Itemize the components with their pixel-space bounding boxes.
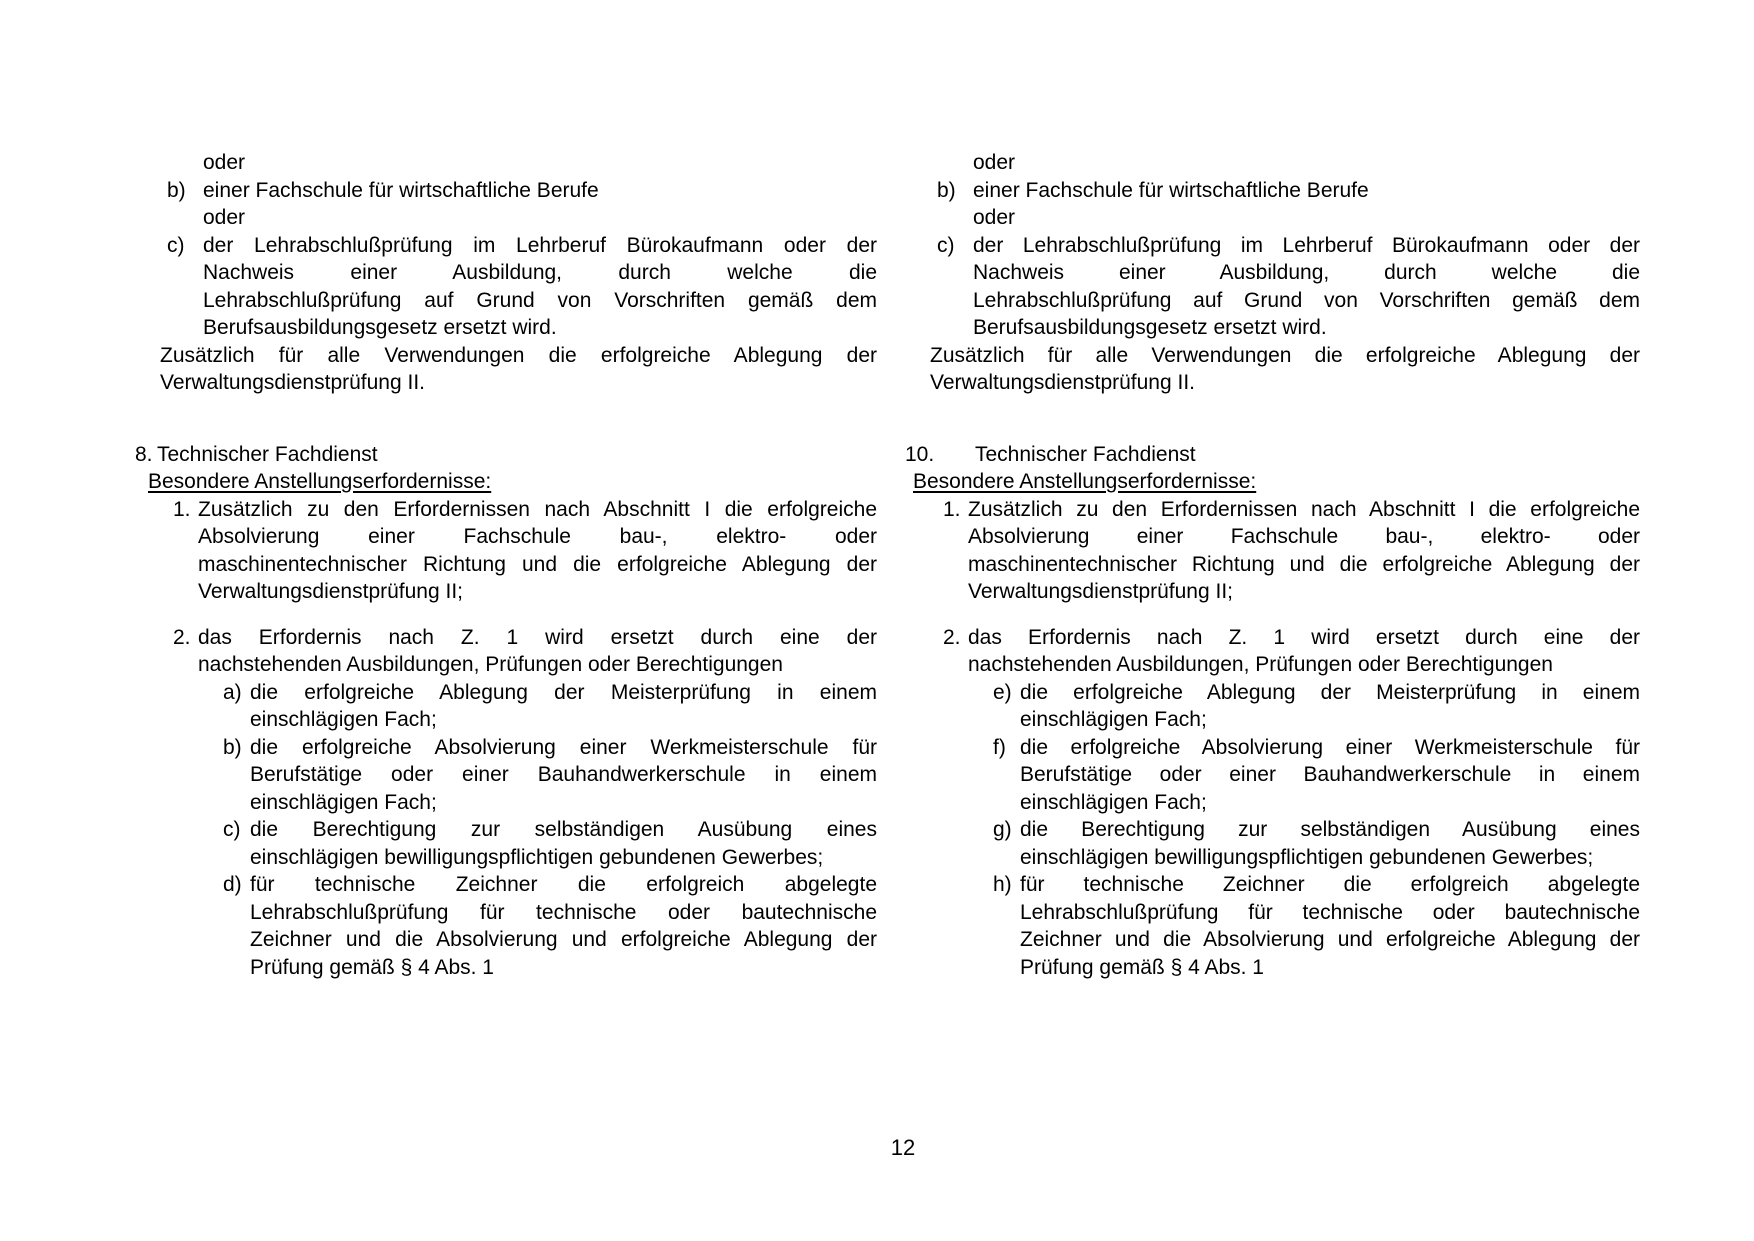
paragraph-a [223,679,877,734]
list-label: g) [993,818,1012,841]
list-label: h) [993,873,1012,896]
paragraph-cont [973,204,1640,232]
list-label: f) [993,735,1006,759]
text-line: einer Fachschule für wirtschaftliche Berufe [973,178,1369,202]
text-line: der Lehrabschlußprüfung im Lehrberuf Bürokaufmann oder der [973,233,1640,257]
text-line: oder [203,206,246,229]
text-line: einschlägigen Fach; [1020,790,1207,814]
text-line: nachstehenden Ausbildungen, Prüfungen oder Berechtigungen [198,653,783,676]
text-line: Prüfung gemäß § 4 Abs. 1 [250,955,494,979]
text-line: oder [973,151,1016,174]
right-column [905,149,1640,981]
list-label: a) [223,680,242,704]
paragraph-b [223,734,877,817]
paragraph-underline [913,468,1640,496]
paragraph-underline [148,468,877,496]
text-line: Zusätzlich für alle Verwendungen die erfolgreiche Ablegung der [930,343,1640,367]
text-line: Berufstätige oder einer Bauhandwerkerschule in einem [1020,763,1640,786]
paragraph-c [167,232,877,342]
text-line: Zeichner und die Absolvierung und erfolgreiche Ablegung der [250,928,877,951]
text-line: Zusätzlich zu den Erfordernissen nach Abschnitt I die erfolgreiche [968,497,1640,521]
text-line: oder [203,151,246,174]
paragraph-2 [173,624,877,679]
paragraph-cont [203,204,877,232]
text-line: die erfolgreiche Absolvierung einer Werkmeisterschule für [250,735,877,759]
text-line: einer Fachschule für wirtschaftliche Berufe [203,178,599,202]
list-label: 10. [905,442,935,466]
text-line: Lehrabschlußprüfung auf Grund von Vorschriften gemäß dem [203,288,877,312]
paragraph-plain [160,342,877,397]
text-line: Technischer Fachdienst [157,442,378,466]
list-label: c) [223,818,241,841]
text-line: für technische Zeichner die erfolgreich abgelegte [1020,873,1640,896]
text-line: Absolvierung einer Fachschule bau-, elektro- oder [968,525,1640,548]
text-line: Besondere Anstellungserfordernisse: [148,470,492,493]
text-line: Zusätzlich zu den Erfordernissen nach Abschnitt I die erfolgreiche [198,497,877,521]
paragraph-cont [973,149,1640,177]
text-line: Prüfung gemäß § 4 Abs. 1 [1020,955,1264,979]
paragraph-2 [943,624,1640,679]
paragraph-10 [905,441,1640,469]
text-line: Besondere Anstellungserfordernisse: [913,470,1257,493]
list-label: 1. [943,497,961,521]
text-line: Nachweis einer Ausbildung, durch welche die [973,261,1640,284]
text-line: Verwaltungsdienstprüfung II. [160,371,426,394]
paragraph-c [937,232,1640,342]
text-line: Berufstätige oder einer Bauhandwerkerschule in einem [250,763,877,786]
text-line: die erfolgreiche Ablegung der Meisterprüfung in einem [1020,680,1640,704]
paragraph-f [993,734,1640,817]
text-line: einschlägigen Fach; [250,790,437,814]
text-line: Berufsausbildungsgesetz ersetzt wird. [203,316,557,339]
list-label: 8. [135,442,153,466]
text-line: maschinentechnischer Richtung und die erfolgreiche Ablegung der [968,552,1640,576]
paragraph-1 [943,496,1640,606]
paragraph-h [993,871,1640,981]
text-line: Technischer Fachdienst [975,442,1196,466]
paragraph-plain [930,342,1640,397]
text-line: Zusätzlich für alle Verwendungen die erfolgreiche Ablegung der [160,343,877,367]
text-line: Zeichner und die Absolvierung und erfolgreiche Ablegung der [1020,928,1640,951]
text-line: Nachweis einer Ausbildung, durch welche die [203,261,877,284]
text-line: Berufsausbildungsgesetz ersetzt wird. [973,316,1327,339]
text-line: die erfolgreiche Absolvierung einer Werkmeisterschule für [1020,735,1640,759]
paragraph-e [993,679,1640,734]
list-label: b) [223,735,242,759]
text-line: die erfolgreiche Ablegung der Meisterprüfung in einem [250,680,877,704]
list-label: b) [167,178,186,202]
list-label: b) [937,178,956,202]
paragraph-8 [135,441,877,469]
paragraph-d [223,871,877,981]
paragraph-c [223,816,877,871]
list-label: e) [993,680,1012,704]
text-line: Verwaltungsdienstprüfung II; [198,580,464,603]
paragraph-g [993,816,1640,871]
paragraph-1 [173,496,877,606]
text-line: für technische Zeichner die erfolgreich abgelegte [250,873,877,896]
text-line: Lehrabschlußprüfung für technische oder bautechnische [250,900,877,924]
paragraph-b [167,177,877,205]
text-line: einschlägigen Fach; [250,708,437,731]
paragraph-cont [203,149,877,177]
list-label: 2. [943,625,961,649]
text-line: einschlägigen Fach; [1020,708,1207,731]
text-line: maschinentechnischer Richtung und die erfolgreiche Ablegung der [198,552,877,576]
left-column [135,149,877,981]
list-label: d) [223,873,242,896]
text-line: das Erfordernis nach Z. 1 wird ersetzt durch eine der [198,625,877,649]
text-line: die Berechtigung zur selbständigen Ausübung eines [250,818,877,841]
list-label: 2. [173,625,191,649]
text-line: oder [973,206,1016,229]
list-label: c) [167,233,185,257]
text-line: Verwaltungsdienstprüfung II. [930,371,1196,394]
text-line: Lehrabschlußprüfung für technische oder bautechnische [1020,900,1640,924]
page-number: 12 [890,1135,916,1160]
text-line: der Lehrabschlußprüfung im Lehrberuf Bürokaufmann oder der [203,233,877,257]
paragraph-b [937,177,1640,205]
text-line: Absolvierung einer Fachschule bau-, elektro- oder [198,525,877,548]
text-line: nachstehenden Ausbildungen, Prüfungen oder Berechtigungen [968,653,1553,676]
list-label: c) [937,233,955,257]
list-label: 1. [173,497,191,521]
text-line: die Berechtigung zur selbständigen Ausübung eines [1020,818,1640,841]
text-line: Lehrabschlußprüfung auf Grund von Vorschriften gemäß dem [973,288,1640,312]
text-line: Verwaltungsdienstprüfung II; [968,580,1234,603]
text-line: das Erfordernis nach Z. 1 wird ersetzt durch eine der [968,625,1640,649]
text-line: einschlägigen bewilligungspflichtigen gebundenen Gewerbes; [1020,845,1594,869]
text-line: einschlägigen bewilligungspflichtigen gebundenen Gewerbes; [250,845,824,869]
